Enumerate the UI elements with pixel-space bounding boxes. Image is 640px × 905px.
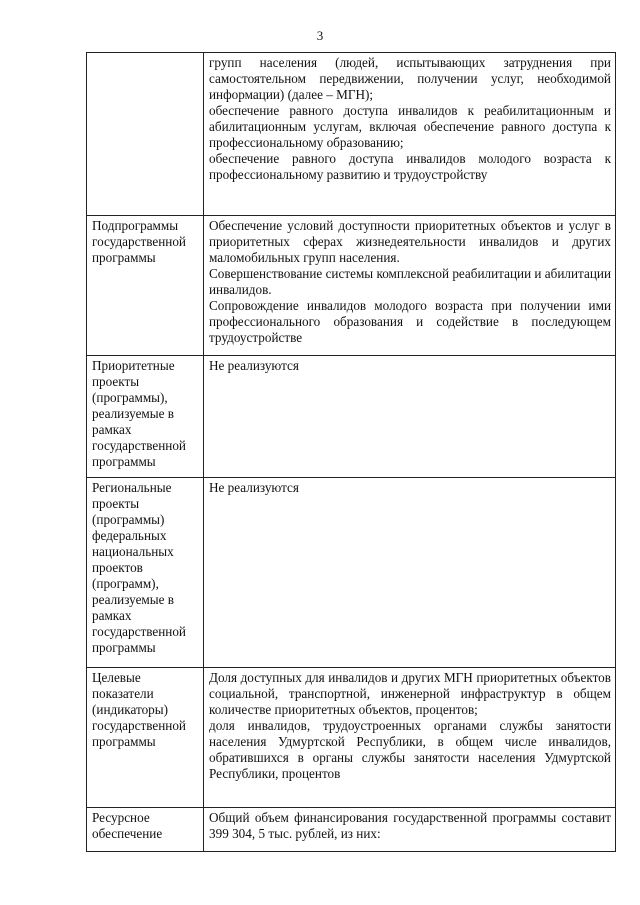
paragraph: обеспечение равного доступа инвалидов молодого возраста к профессиональному развитию и трудоустройству [209, 151, 611, 182]
row-label: Региональные проекты (программы) федеральных национальных проектов (программ), реализуемые в рамках государственной программы [87, 478, 204, 668]
table-row [87, 808, 616, 852]
row-label [87, 53, 204, 216]
row-content [204, 216, 616, 356]
paragraph: Обеспечение условий доступности приоритетных объектов и услуг в приоритетных сферах жизнедеятельности инвалидов и других маломобильных групп населения. [209, 218, 611, 265]
row-label: Целевые показатели (индикаторы) государственной программы [87, 668, 204, 808]
paragraph: доля инвалидов, трудоустроенных органами службы занятости населения Удмуртской Республики, в общем числе инвалидов, обратившихся в органы службы занятости населения Удмуртской Республики, процентов [209, 718, 611, 781]
table-row [87, 478, 616, 668]
paragraph: Сопровождение инвалидов молодого возраста при получении ими профессионального образования и содействие в последующем трудоустройстве [209, 298, 611, 345]
program-passport-table [86, 52, 616, 852]
paragraph: групп населения (людей, испытывающих затруднения при самостоятельном передвижении, получении услуг, необходимой информации) (далее – МГН); [209, 55, 611, 102]
paragraph: Не реализуются [209, 358, 299, 373]
paragraph: Общий объем финансирования государственной программы составит 399 304, 5 тыс. рублей, из них: [209, 810, 611, 841]
row-label: Подпрограммы государственной программы [87, 216, 204, 356]
row-content [204, 53, 616, 216]
table-row [87, 216, 616, 356]
row-content [204, 478, 616, 668]
table-row [87, 53, 616, 216]
page-number: 3 [316, 28, 324, 43]
table-row [87, 668, 616, 808]
row-label: Приоритетные проекты (программы), реализуемые в рамках государственной программы [87, 356, 204, 478]
paragraph: Доля доступных для инвалидов и других МГН приоритетных объектов социальной, транспортной, инженерной инфраструктур в общем количестве приоритетных объектов, процентов; [209, 670, 611, 717]
table-row [87, 356, 616, 478]
paragraph: Не реализуются [209, 480, 299, 495]
row-label: Ресурсное обеспечение [87, 808, 204, 852]
paragraph: обеспечение равного доступа инвалидов к реабилитационным и абилитационным услугам, включая обеспечение равного доступа к профессиональному образованию; [209, 103, 611, 150]
row-content [204, 808, 616, 852]
row-content [204, 356, 616, 478]
row-content [204, 668, 616, 808]
paragraph: Совершенствование системы комплексной реабилитации и абилитации инвалидов. [209, 266, 611, 297]
